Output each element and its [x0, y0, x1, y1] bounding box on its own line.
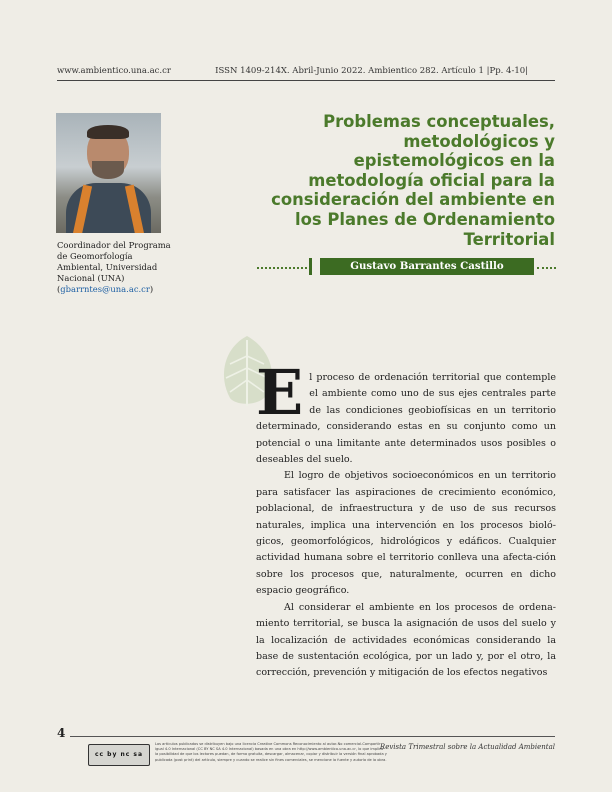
header-issn: ISSN 1409-214X. Abril-Junio 2022. Ambientico 282. Artículo 1 |Pp. 4-10|	[215, 66, 528, 76]
drop-cap: E	[256, 356, 304, 429]
author-name-band: Gustavo Barrantes Castillo	[320, 258, 534, 275]
cc-license-badge[interactable]: cc by nc sa	[88, 744, 150, 766]
header-divider	[57, 80, 555, 81]
paragraph-1-text: l proceso de ordenación territorial que contemple el ambiente como uno de sus ejes centrales parte de las condiciones geobiofísicas en un territorio determinado, considerando estas en su conjunto como un potencial o una limitante ante determinados usos posibles o deseables del suelo.	[256, 372, 556, 466]
paragraph-2: El logro de objetivos socioeconómicos en un territorio para satisfacer las aspiraciones de crecimiento económico, poblacional, de infraestructura y de uso de sus recursos naturales, implica una intervención en los procesos bioló-gicos, geomorfológicos, hidrológicos y edáficos. Cualquier actividad humana sobre el territorio conlleva una afecta-ción sobre los procesos que, naturalmente, ocurren en dicho espacio geográfico.	[256, 470, 556, 597]
author-photo	[56, 113, 161, 233]
dotted-rule-left	[257, 267, 307, 269]
author-affiliation: Coordinador del Programa de Geomorfología Ambiental, Universidad Nacional (UNA) (gbarrntes@una.ac.cr)	[57, 240, 171, 294]
affiliation-text: Coordinador del Programa de Geomorfología Ambiental, Universidad Nacional (UNA)	[57, 240, 171, 283]
article-body	[256, 356, 556, 682]
dotted-rule-right	[537, 267, 556, 269]
footer-divider	[70, 736, 555, 737]
paragraph-1	[256, 356, 556, 468]
license-text: Los artículos publicados se distribuyen bajo una licencia Creative Commons Reconocimiento al autor-No comercial-Compartir igual 4.0 Internacional (CC BY NC SA 4.0 Internacional) basada en una obra en http://www.ambientico.una.ac.cr, lo que implica la posibilidad de que los lectores puedan, de forma gratuita, descargar, almacenar, copiar y distribuir la versión final aprobada y publicada (post print) del artículo, siempre y cuando se realice sin fines comerciales, se mencione la fuente y autoría de la obra.	[155, 742, 387, 762]
author-email[interactable]: gbarrntes@una.ac.cr	[60, 284, 150, 294]
journal-name: Revista Trimestral sobre la Actualidad Ambiental	[379, 743, 555, 751]
header-website: www.ambientico.una.ac.cr	[57, 66, 171, 76]
paragraph-3: Al considerar el ambiente en los procesos de ordena-miento territorial, se busca la asignación de usos del suelo y la localización de actividades económicas considerando la base de sustentación ecológica, por un lado y, por el otro, la corrección, prevención y mitigación de los efectos negativos	[256, 601, 556, 679]
page-number: 4	[57, 726, 66, 740]
article-title: Problemas conceptuales, metodológicos y epistemológicos en la metodología oficial para la consideración del ambiente en los Planes de Ordenamiento Territorial	[271, 112, 555, 249]
